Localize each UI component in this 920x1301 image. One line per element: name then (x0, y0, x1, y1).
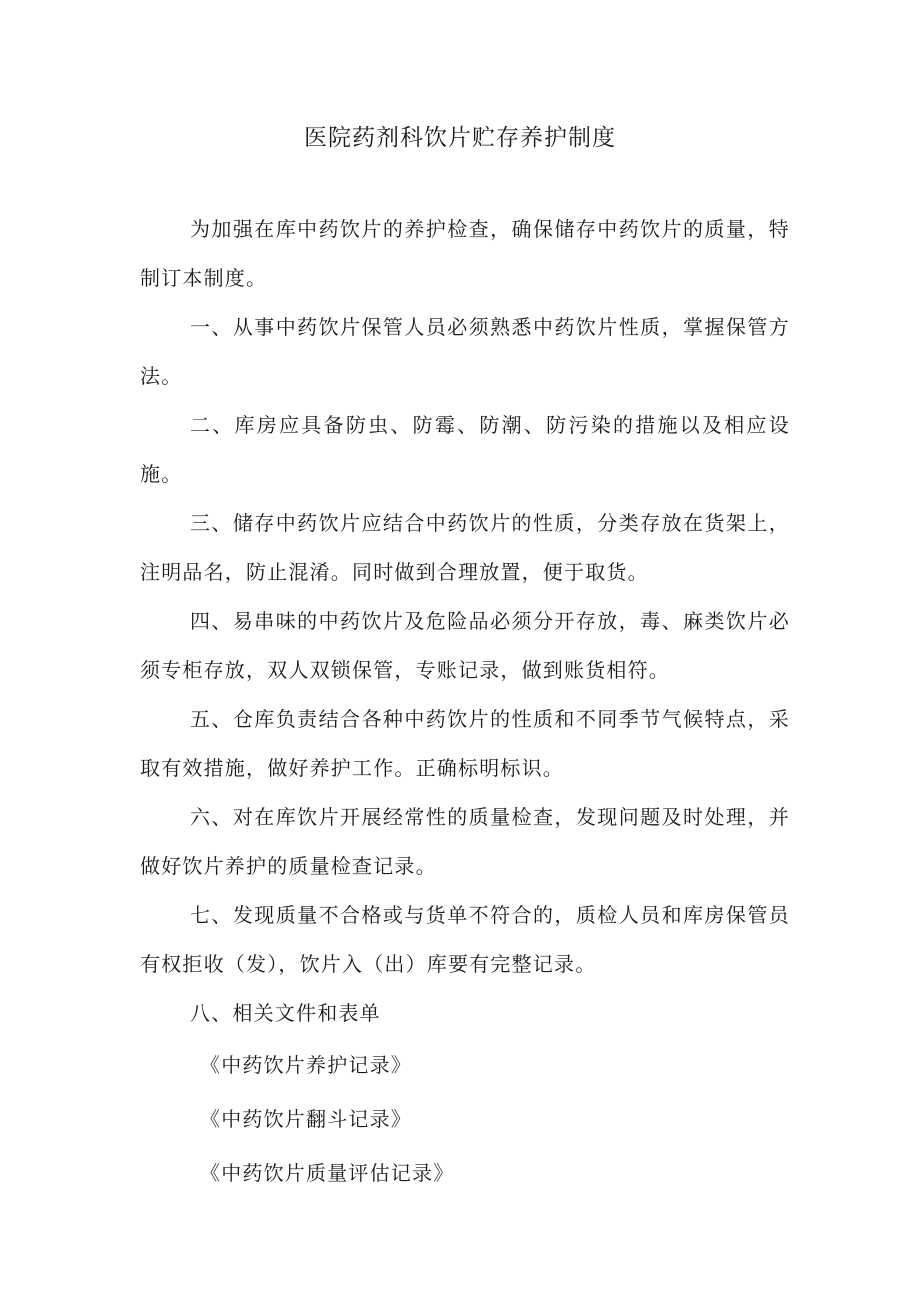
related-document-item: 《中药饮片质量评估记录》 (200, 1161, 455, 1185)
clause-2: 二、库房应具备防虫、防霉、防潮、防污染的措施以及相应设施。 (140, 413, 790, 486)
clause-1: 一、从事中药饮片保管人员必须熟悉中药饮片性质，掌握保管方法。 (140, 315, 790, 388)
intro-paragraph: 为加强在库中药饮片的养护检查，确保储存中药饮片的质量，特制订本制度。 (140, 217, 790, 290)
document-body (140, 205, 790, 1200)
clause-3: 三、储存中药饮片应结合中药饮片的性质，分类存放在货架上，注明品名，防止混淆。同时做到合理放置，便于取货。 (140, 511, 790, 584)
clause-7: 七、发现质量不合格或与货单不符合的，质检人员和库房保管员有权拒收（发），饮片入（出）库要有完整记录。 (140, 903, 790, 976)
related-documents-heading: 八、相关文件和表单 (190, 1001, 381, 1025)
clause-5: 五、仓库负责结合各种中药饮片的性质和不同季节气候特点，采取有效措施，做好养护工作。正确标明标识。 (140, 707, 790, 780)
related-document-item: 《中药饮片养护记录》 (200, 1053, 412, 1077)
related-document-item: 《中药饮片翻斗记录》 (200, 1107, 412, 1131)
clause-4: 四、易串味的中药饮片及危险品必须分开存放，毒、麻类饮片必须专柜存放，双人双锁保管，专账记录，做到账货相符。 (140, 609, 790, 682)
document-title: 医院药剂科饮片贮存养护制度 (304, 125, 616, 151)
clause-6: 六、对在库饮片开展经常性的质量检查，发现问题及时处理，并做好饮片养护的质量检查记录。 (140, 805, 790, 878)
